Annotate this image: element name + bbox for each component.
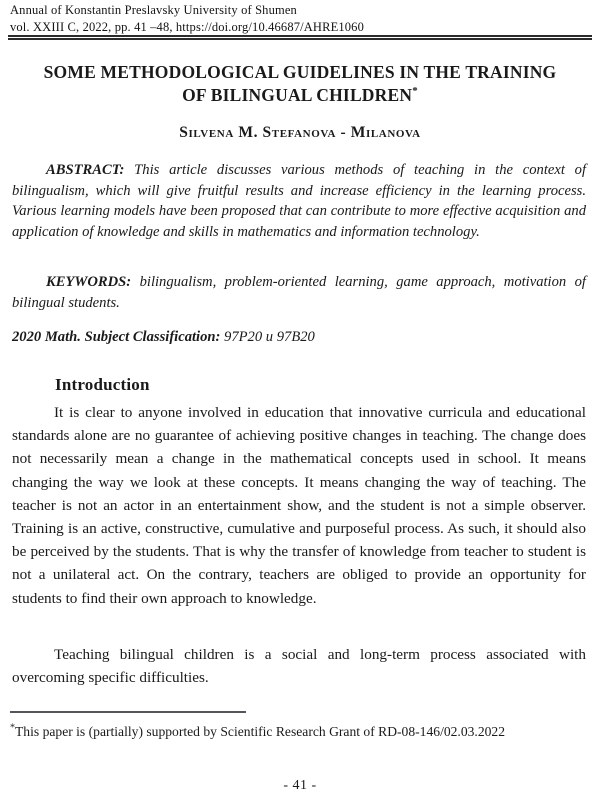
keywords-paragraph — [12, 272, 586, 313]
abstract-text: This article discusses various methods of teaching in the context of bilingualism, which will give fruitful results and increase efficiency in the learning process. Various learning models have been proposed that can contribute to more effective acquisition and application of knowledge and skills in mathematics and information technology. — [12, 162, 586, 240]
abstract-paragraph — [12, 160, 586, 242]
page-number: - 41 - — [283, 778, 317, 793]
body-paragraph-1: It is clear to anyone involved in education that innovative curricula and educational standards alone are no guarantee of achieving positive changes in teaching. The change does not necessarily mean a change in the mathematical concepts used in school. It means changing the way we look at these concepts. It means changing the way of teaching. The teacher is not an actor in an entertainment show, and the student is not a simple observer. Training is an active, constructive, cumulative and purposeful process. As such, it should also be perceived by the students. That is why the transfer of knowledge from teacher to student is not a unilateral act. On the contrary, teachers are obliged to provide an opportunity for students to find their own approach to knowledge. — [12, 404, 586, 607]
abstract-label: ABSTRACT: — [46, 162, 125, 178]
page-title — [40, 61, 560, 107]
author-name: Silvena M. Stefanova - Milanova — [179, 124, 421, 141]
body-paragraph-2: Teaching bilingual children is a social and long-term process associated with overcoming specific difficulties. — [12, 646, 586, 687]
section-heading-introduction: Introduction — [55, 375, 150, 394]
msc-classification — [12, 327, 586, 347]
header-double-rule — [8, 35, 592, 41]
paper-title-text: SOME METHODOLOGICAL GUIDELINES IN THE TRAINING OF BILINGUAL CHILDREN — [43, 62, 557, 105]
journal-running-header — [10, 2, 590, 35]
header-rule-bottom — [8, 38, 592, 40]
msc-label: 2020 Math. Subject Classification: — [12, 329, 221, 345]
title-footnote-marker: * — [412, 85, 418, 98]
msc-codes: 97P20 и 97B20 — [220, 329, 315, 345]
keywords-label: KEYWORDS: — [46, 274, 132, 290]
journal-volume-doi-line: vol. XXIII C, 2022, pp. 41 –48, https://doi.org/10.46687/AHRE1060 — [10, 19, 364, 34]
footnote-marker: * — [10, 722, 15, 734]
footnote-text — [10, 722, 586, 741]
title-block — [40, 61, 560, 107]
footnote-separator-rule — [10, 711, 246, 713]
keywords-text: bilingualism, problem-oriented learning, game approach, motivation of bilingual students. — [12, 274, 586, 311]
footnote-body: This paper is (partially) supported by Scientific Research Grant of RD-08-146/02.03.2022 — [15, 724, 506, 739]
journal-name-line: Annual of Konstantin Preslavsky University of Shumen — [10, 3, 297, 17]
